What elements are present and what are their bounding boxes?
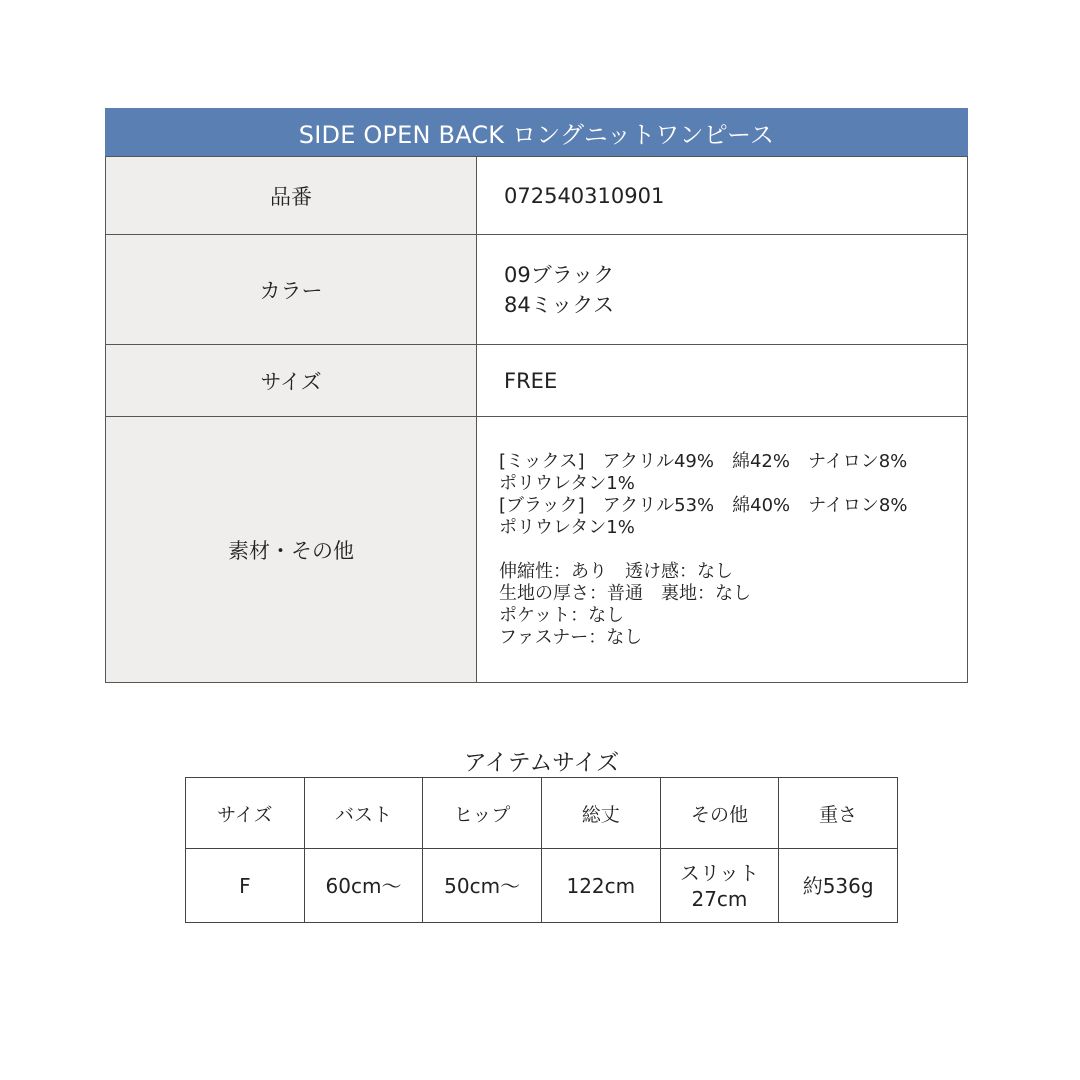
size-cell: 122cm	[541, 849, 660, 923]
spacer	[499, 539, 967, 561]
size-header: ヒップ	[423, 778, 542, 849]
size-header-row	[186, 778, 898, 849]
product-spec-table	[105, 108, 968, 683]
size-cell-line: スリット	[679, 860, 760, 885]
detail-line: ファスナー：なし	[499, 626, 643, 648]
spec-row-materials	[106, 417, 968, 683]
spec-label: サイズ	[106, 345, 477, 417]
spec-row-color	[106, 235, 968, 345]
spec-value	[477, 157, 968, 235]
size-cell	[660, 849, 779, 923]
color-option: 09ブラック	[504, 262, 615, 287]
size-header: 重さ	[779, 778, 898, 849]
material-line: ポリウレタン1%	[499, 472, 635, 494]
detail-line: 伸縮性：あり 透け感：なし	[499, 560, 733, 582]
size-value-row	[186, 849, 898, 923]
product-number: 072540310901	[504, 183, 665, 208]
size-value: FREE	[504, 368, 558, 393]
color-option: 84ミックス	[504, 292, 615, 317]
size-cell: 約536g	[779, 849, 898, 923]
item-size-title: アイテムサイズ	[463, 750, 620, 776]
size-header: 総丈	[541, 778, 660, 849]
detail-line: 生地の厚さ：普通 裏地：なし	[499, 582, 751, 604]
spec-label: カラー	[106, 235, 477, 345]
spec-row-size	[106, 345, 968, 417]
size-cell-line: 27cm	[691, 886, 748, 911]
material-line: [ブラック] アクリル53% 綿40% ナイロン8%	[499, 494, 908, 516]
spec-value	[477, 345, 968, 417]
spec-value	[477, 235, 968, 345]
size-cell: F	[186, 849, 305, 923]
item-size-table	[185, 777, 898, 923]
product-title: SIDE OPEN BACK ロングニットワンピース	[105, 108, 968, 156]
spec-row-product-number	[106, 157, 968, 235]
spec-label: 品番	[106, 157, 477, 235]
size-header: サイズ	[186, 778, 305, 849]
material-line: ポリウレタン1%	[499, 516, 635, 538]
size-header: バスト	[304, 778, 423, 849]
material-line: [ミックス] アクリル49% 綿42% ナイロン8%	[499, 450, 908, 472]
spec-label: 素材・その他	[106, 417, 477, 683]
size-cell: 50cm〜	[423, 849, 542, 923]
size-cell: 60cm〜	[304, 849, 423, 923]
size-header: その他	[660, 778, 779, 849]
detail-line: ポケット：なし	[499, 604, 625, 626]
spec-value	[477, 417, 968, 683]
